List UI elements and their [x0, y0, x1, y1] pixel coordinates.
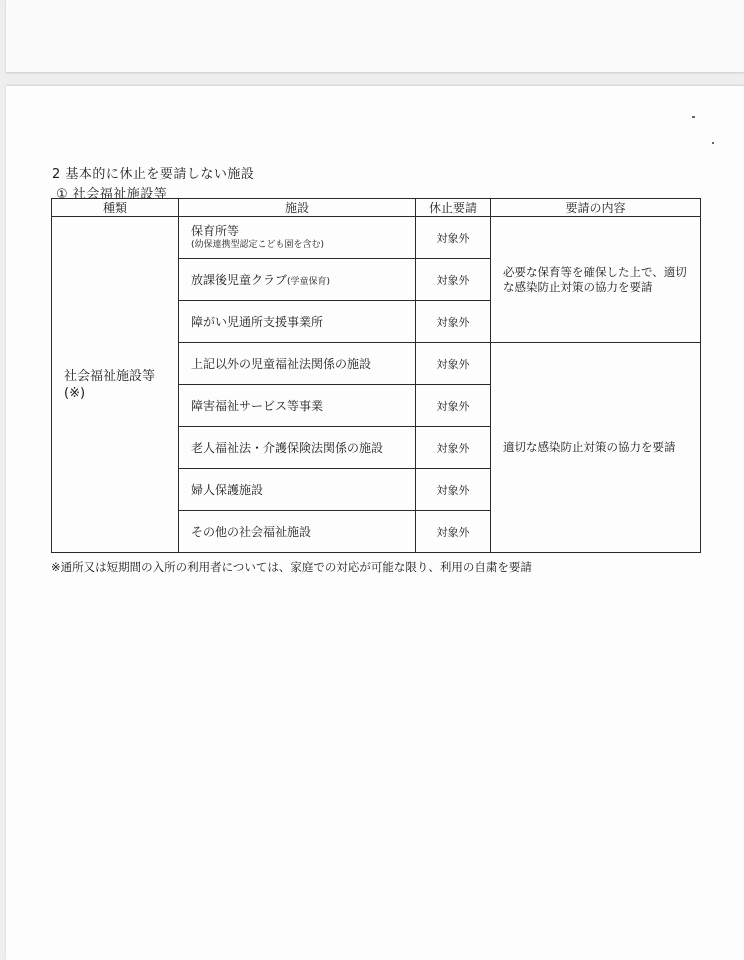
header-request-content: 要請の内容	[491, 199, 701, 217]
scan-speck	[692, 116, 695, 118]
request-content: 適切な感染防止対策の協力を要請	[491, 343, 701, 553]
footnote: ※通所又は短期間の入所の利用者については、家庭での対応が可能な限り、利用の自粛を要請	[51, 560, 532, 574]
facility-cell	[179, 217, 416, 259]
suspension-status: 対象外	[416, 343, 491, 385]
facility-name: 上記以外の児童福祉法関係の施設	[179, 343, 416, 385]
category-cell	[52, 217, 179, 553]
suspension-status: 対象外	[416, 259, 491, 301]
request-content: 必要な保育等を確保した上で、適切な感染防止対策の協力を要請	[491, 217, 701, 343]
header-facility: 施設	[179, 199, 416, 217]
facility-name: 婦人保護施設	[179, 469, 416, 511]
header-suspension: 休止要請	[416, 199, 491, 217]
suspension-status: 対象外	[416, 427, 491, 469]
facility-name: 放課後児童クラブ	[191, 273, 288, 287]
suspension-status: 対象外	[416, 511, 491, 553]
suspension-status: 対象外	[416, 385, 491, 427]
facilities-table	[51, 198, 701, 553]
category-label: 社会福祉施設等	[64, 368, 156, 384]
section-subheading: ① 社会福祉施設等	[56, 187, 168, 202]
facility-name: 保育所等	[191, 224, 240, 238]
scan-speck	[712, 142, 714, 144]
suspension-status: 対象外	[416, 469, 491, 511]
facility-note: (学童保育)	[287, 277, 331, 287]
suspension-status: 対象外	[416, 217, 491, 259]
suspension-status: 対象外	[416, 301, 491, 343]
header-type: 種類	[52, 199, 179, 217]
facility-note: (幼保連携型認定こども園を含む)	[191, 240, 325, 250]
facility-name: その他の社会福祉施設	[179, 511, 416, 553]
table-header-row	[52, 199, 701, 217]
facility-name: 老人福祉法・介護保険法関係の施設	[179, 427, 416, 469]
facility-cell	[179, 259, 416, 301]
facility-name: 障害福祉サービス等事業	[179, 385, 416, 427]
previous-page-edge	[6, 0, 744, 72]
table-row	[52, 217, 701, 259]
facility-name: 障がい児通所支援事業所	[179, 301, 416, 343]
section-heading: 2 基本的に休止を要請しない施設	[52, 167, 255, 182]
category-marker: (※)	[64, 385, 86, 401]
